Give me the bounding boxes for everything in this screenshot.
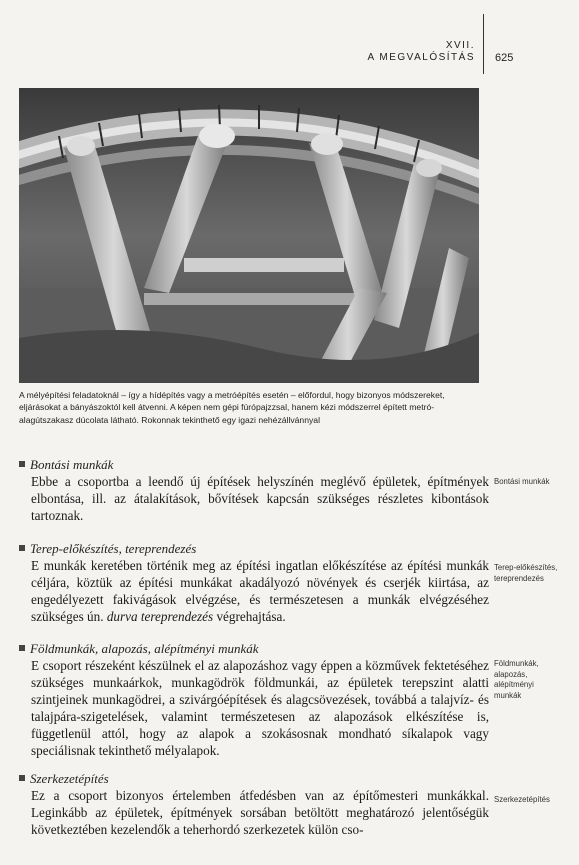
bullet-icon bbox=[19, 545, 25, 551]
photo-caption: A mélyépítési feladatoknál – így a hídépítés vagy a metróépítés esetén – előfordul, hogy bizonyos módszereket, eljárásokat a bányászoktól kell átvenni. A képen nem gépi fúrópajzzsal, hanem kézi módszerrel épített metró-alagútszakasz dúcolata látható. Rokonnak tekinthető egy igazi nehézállvánnyal bbox=[19, 390, 445, 425]
margin-note-demolition: Bontási munkák bbox=[494, 477, 550, 486]
margin-note-structural-work: Szerkezetépítés bbox=[494, 795, 550, 804]
chapter-number: XVII. bbox=[445, 40, 475, 51]
bullet-icon bbox=[19, 645, 25, 651]
section-text-part: E munkák keretében történik meg az építési ingatlan előkészítése az építési munkák céljára, köztük az építési munkákat akadályozó növények és cserjék kiirtása, az engedélyezett fakivágások elvégzése, és természetesen a munkák elvégzéséhez szükséges ún. bbox=[31, 558, 489, 624]
page-number: 625 bbox=[495, 52, 514, 64]
chapter-title: A MEGVALÓSÍTÁS bbox=[367, 52, 475, 63]
section-earthworks bbox=[19, 640, 489, 759]
section-text-emphasis: durva tereprendezés bbox=[106, 609, 214, 624]
bullet-icon bbox=[19, 775, 25, 781]
section-heading: Terep-előkészítés, tereprendezés bbox=[30, 541, 197, 556]
bullet-icon bbox=[19, 461, 25, 467]
section-heading: Bontási munkák bbox=[30, 457, 114, 472]
margin-note-site-preparation: Terep-előkészítés, tereprendezés bbox=[494, 563, 558, 583]
tunnel-shoring-photo bbox=[19, 88, 479, 383]
section-text-part: végrehajtása. bbox=[213, 609, 286, 624]
chapter-header bbox=[367, 40, 475, 64]
section-text: Ez a csoport bizonyos értelemben átfedésben van az építőmesteri munkákkal. Leginkább az épületek, építmények sorsában betöltött meghatározó jelentőségük következtében kezelendők a teherhordó szerkezetek külön cso- bbox=[31, 788, 489, 837]
section-structural-work bbox=[19, 770, 489, 838]
margin-note-earthworks: Földmunkák, alapozás, alépítményi munkák bbox=[494, 659, 539, 700]
section-text bbox=[31, 557, 489, 625]
section-site-preparation bbox=[19, 540, 489, 625]
section-text: E csoport részeként készülnek el az alapozáshoz vagy éppen a közművek fektetéséhez szükséges munkaárkok, munkagödrök földmunkái, az épületek terepszint alatti szintjeinek munkagödrei, a szivárgóépítések és alagcsövezések, továbbá a talajvíz- és talajpára-szigetelések, valamint természetesen az alapozások elkészítése is, függetlenül attól, hogy az alapok a szokásosnak mondható síkalapok vagy speciálisnak tekinthető mélyalapok. bbox=[31, 658, 489, 758]
section-text: Ebbe a csoportba a leendő új építések helyszínén meglévő épületek, építmények elbontása, ill. az átalakítások, bővítések kapcsán szükséges részletes kibontások tartoznak. bbox=[31, 474, 489, 523]
section-heading: Földmunkák, alapozás, alépítményi munkák bbox=[30, 641, 259, 656]
header-divider bbox=[483, 14, 484, 74]
section-heading: Szerkezetépítés bbox=[30, 771, 109, 786]
tunnel-shoring-illustration bbox=[19, 88, 479, 383]
section-demolition bbox=[19, 456, 489, 524]
